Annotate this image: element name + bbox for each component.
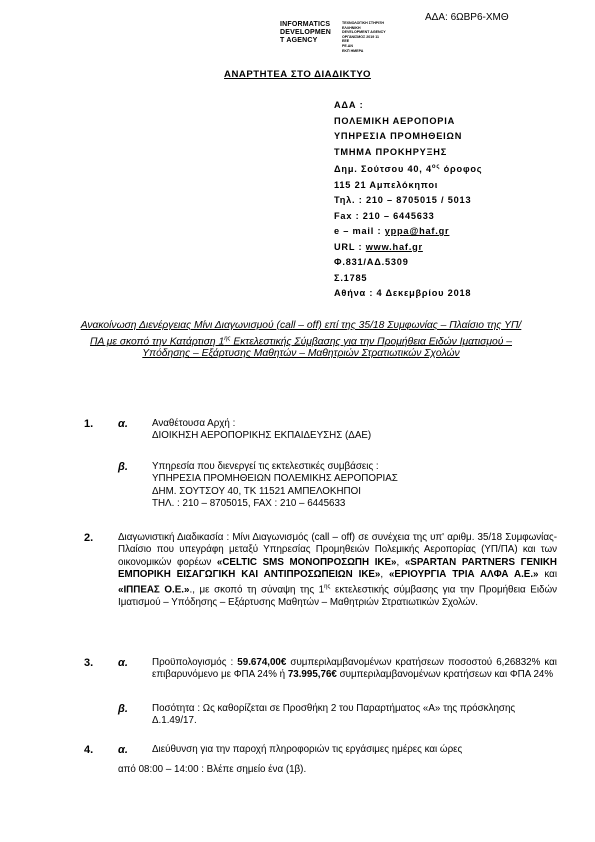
procedure-sup: ης [324, 584, 331, 591]
quantity-paragraph: Ποσότητα : Ως καθορίζεται σε Προσθήκη 2 του Παραρτήματος «Α» της πρόσκλησης Δ.1.49/17. [152, 703, 516, 727]
budget-amount-vat: 73.995,76€ [287, 669, 337, 681]
budget-text: Προϋπολογισμός : [152, 657, 238, 668]
subsection-letter: α. [118, 418, 128, 430]
agency-logo-subtext [342, 21, 386, 53]
sender-email [334, 224, 482, 240]
title-sup: ης [224, 335, 231, 342]
logo-subline: ΤΕΧΝΟΛΟΓΙΚΗ ΣΤΗΡΙΞΗ [342, 21, 384, 25]
sender-ada-label: ΑΔΑ : [334, 100, 364, 110]
sender-phone: Τηλ. : 210 – 8705015 / 5013 [334, 195, 472, 206]
sender-service: ΥΠΗΡΕΣΙΑ ΠΡΟΜΗΘΕΙΩΝ [334, 131, 463, 141]
publish-notice: ΑΝΑΡΤΗΤΕΑ ΣΤΟ ΔΙΑΔΙΚΤΥΟ [224, 69, 371, 80]
logo-line: T AGENCY [280, 37, 318, 44]
ada-header: ΑΔΑ: 6ΩΒΡ6-ΧΜΘ [425, 12, 509, 23]
vendor-name: «ΙΠΠΕΑΣ Ο.Ε.» [118, 584, 190, 596]
sender-org: ΠΟΛΕΜΙΚΗ ΑΕΡΟΠΟΡΙΑ [334, 115, 456, 126]
email-link[interactable]: yppa@haf.gr [384, 226, 450, 237]
contracting-authority [152, 418, 371, 443]
authority-value: ΔΙΟΙΚΗΣΗ ΑΕΡΟΠΟΡΙΚΗΣ ΕΚΠΑΙΔΕΥΣΗΣ (ΔΑΕ) [152, 430, 372, 442]
agency-logo-text [280, 21, 331, 45]
subsection-letter: α. [118, 744, 128, 756]
subsection-letter: α. [118, 657, 128, 669]
address-sup: ος [431, 164, 441, 170]
executing-service [152, 461, 398, 510]
budget-text: συμπεριλαμβανομένων κρατήσεων ποσοστού 6,26832% και επιβαρυνόμενο με ΦΠΑ 24% ή [152, 657, 557, 681]
sender-url [334, 240, 482, 256]
title-text-post: Εκτελεστικής Σύμβασης για την Προμήθεια Ειδών Ιματισμού – Υπόδησης – Εξάρτυσης Μαθητών – Μαθητριών Στρατιωτικών Σχολών [142, 335, 512, 360]
section-number: 4. [84, 744, 94, 756]
subsection-letter: β. [118, 461, 128, 473]
address-text-post: όροφος [440, 164, 483, 175]
sender-address [334, 160, 482, 178]
section-number: 1. [84, 418, 94, 430]
url-link[interactable]: www.haf.gr [365, 241, 423, 252]
vendor-name: «ΕΡΙΟΥΡΓΙΑ ΤΡΙΑ ΑΛΦΑ Α.Ε.» [388, 568, 539, 580]
url-label: URL : [334, 241, 366, 252]
section-number: 2. [84, 532, 94, 544]
procedure-text: ., με σκοπό τη σύναψη της 1 [189, 584, 325, 596]
service-label: Υπηρεσία που διενεργεί τις εκτελεστικές συμβάσεις : [152, 461, 379, 472]
sender-fax: Fax : 210 – 6445633 [334, 210, 435, 221]
logo-subline: ΟΡΓΑΝΙΣΜΟΣ 2019 11 [342, 34, 380, 39]
logo-line: INFORMATICS [280, 21, 331, 28]
logo-subline: ΕΛΛΗΝΙΚΗ [342, 25, 361, 30]
info-hours-line: από 08:00 – 14:00 : Βλέπε σημείο ένα (1β). [118, 764, 307, 775]
procedure-text: , [396, 556, 405, 568]
title-text: Ανακοίνωση Διενέργειας Μίνι Διαγωνισμού (call – off) επί της 35/18 Συμφωνίας – Πλαίσιο της ΥΠ/ΠΑ με σκοπό την Κατάρτιση 1 [80, 320, 522, 347]
address-text: Δημ. Σούτσου 40, 4 [334, 164, 432, 175]
procedure-text: Διαγωνιστική Διαδικασία : Μίνι Διαγωνισμός (call – off) σε συνέχεια της υπ' αριθμ. 35/18 Συμφωνίας-Πλαίσιο που υπεγράφη μεταξύ Υπηρεσίας Προμηθειών Πολεμικής Αεροπορίας (ΥΠ/ΠΑ) και των οικονομικών φορέων [118, 532, 557, 568]
service-name: ΥΠΗΡΕΣΙΑ ΠΡΟΜΗΘΕΙΩΝ ΠΟΛΕΜΙΚΗΣ ΑΕΡΟΠΟΡΙΑΣ [152, 473, 398, 485]
sender-date: Αθήνα : 4 Δεκεμβρίου 2018 [334, 288, 472, 299]
section-number: 3. [84, 657, 94, 669]
procedure-text: και [538, 568, 557, 580]
info-address-line: Διεύθυνση για την παροχή πληροφοριών τις εργάσιμες ημέρες και ώρες [152, 744, 463, 755]
service-contact: ΤΗΛ. : 210 – 8705015, FAX : 210 – 6445633 [152, 497, 346, 509]
vendor-name: «SPARTAN PARTNERS ΓΕΝΙΚΗ ΕΜΠΟΡΙΚΗ ΕΙΣΑΓΩΓΙΚΗ ΚΑΙ ΑΝΤΙΠΡΟΣΩΠΕΙΩΝ ΙΚΕ» [118, 556, 557, 580]
budget-paragraph [152, 657, 557, 682]
vendor-name: «CELTIC SMS ΜΟΝΟΠΡΟΣΩΠΗ ΙΚΕ» [216, 556, 397, 568]
procedure-paragraph [118, 532, 557, 609]
sender-postcode: 115 21 Αμπελόκηποι [334, 179, 439, 190]
logo-subline: ΕΕΕ [342, 39, 350, 44]
sender-ref: Σ.1785 [334, 272, 368, 283]
sender-block [334, 98, 482, 302]
authority-label: Αναθέτουσα Αρχή : [152, 418, 236, 429]
logo-line: DEVELOPMEN [280, 29, 332, 36]
subsection-letter: β. [118, 703, 128, 715]
email-label: e – mail : [334, 226, 385, 237]
sender-dept: ΤΜΗΜΑ ΠΡΟΚΗΡΥΞΗΣ [334, 146, 448, 157]
procedure-text: εκτελεστικής σύμβασης για την Προμήθεια Ειδών Ιματισμού – Υπόδησης – Εξάρτυσης Μαθητών – Μαθητριών Στρατιωτικών Σχολών. [118, 584, 558, 608]
logo-subline: DEVELOPMENT AGENCY [342, 30, 386, 35]
budget-amount: 59.674,00€ [237, 657, 287, 668]
logo-subline: ΡΕ.ΑΝ [342, 43, 353, 48]
sender-file: Φ.831/ΑΔ.5309 [334, 257, 409, 268]
logo-subline: ΕΚΠ ΗΜΕΡΑ [342, 48, 364, 53]
procedure-text: , [380, 568, 389, 580]
budget-text: συμπεριλαμβανομένων κρατήσεων και ΦΠΑ 24% [336, 669, 554, 681]
document-title [78, 320, 524, 361]
service-address: ΔΗΜ. ΣΟΥΤΣΟΥ 40, ΤΚ 11521 ΑΜΠΕΛΟΚΗΠΟΙ [152, 485, 361, 497]
